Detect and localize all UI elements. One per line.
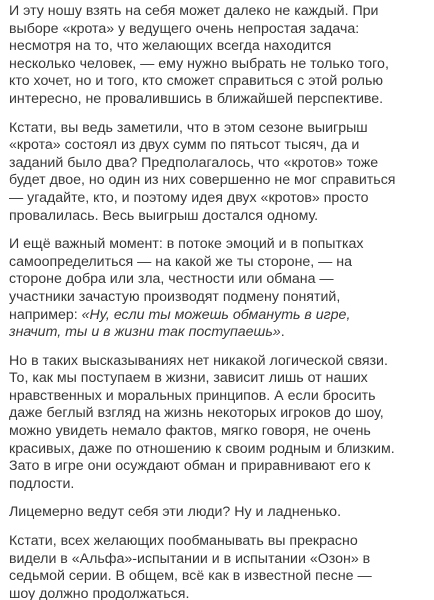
paragraph-3-end: .: [280, 324, 285, 341]
paragraph-4: Но в таких высказываниях нет никакой логической связи. То, как мы поступаем в жизни, зависит лишь от наших нравственных и моральных принципов. А если бросить даже беглый взгляд на жизнь некоторых игроков до шоу, можно увидеть немало фактов, мягко говоря, не очень красивых, даже по отношению к своим родным и близким. Зато в игре они осуждают обман и приравнивают его к подлости.: [9, 352, 395, 492]
paragraph-1: И эту ношу взять на себя может далеко не каждый. При выборе «крота» у ведущего очень непростая задача: несмотря на то, что желающих всегда находится несколько человек, — ему нужно выбрать не только того, кто хочет, но и того, кто сможет справиться с этой ролью интересно, не провалившись в ближайшей перспективе.: [9, 3, 389, 107]
paragraph-3-text: И ещё важный момент: в потоке эмоций и в попытках самоопределиться — на какой же ты стороне, — на стороне добра или зла, честности или обмана — участники зачастую производят подмену понятий, например:: [9, 236, 364, 323]
paragraph-6: Кстати, всех желающих пообманывать вы прекрасно видели в «Альфа»-испытании и в испытании «Озон» в седьмой серии. В общем, всё как в известной песне — шоу должно продолжаться.: [9, 533, 372, 600]
paragraph-5: Лицемерно ведут себя эти люди? Ну и ладненько.: [9, 504, 342, 521]
paragraph-3-quote: «Ну, если ты можешь обмануть в игре, значит, ты и в жизни так поступаешь»: [9, 306, 351, 341]
paragraph-3: [9, 236, 425, 342]
paragraph-2: Кстати, вы ведь заметили, что в этом сезоне выигрыш «крота» состоял из двух сумм по пятьсот тысяч, да и заданий было два? Предполагалось, что «кротов» тоже будет двое, но один из них совершенно не мог справиться — угадайте, кто, и поэтому идея двух «кротов» просто провалилась. Весь выигрыш достался одному.: [9, 119, 396, 224]
